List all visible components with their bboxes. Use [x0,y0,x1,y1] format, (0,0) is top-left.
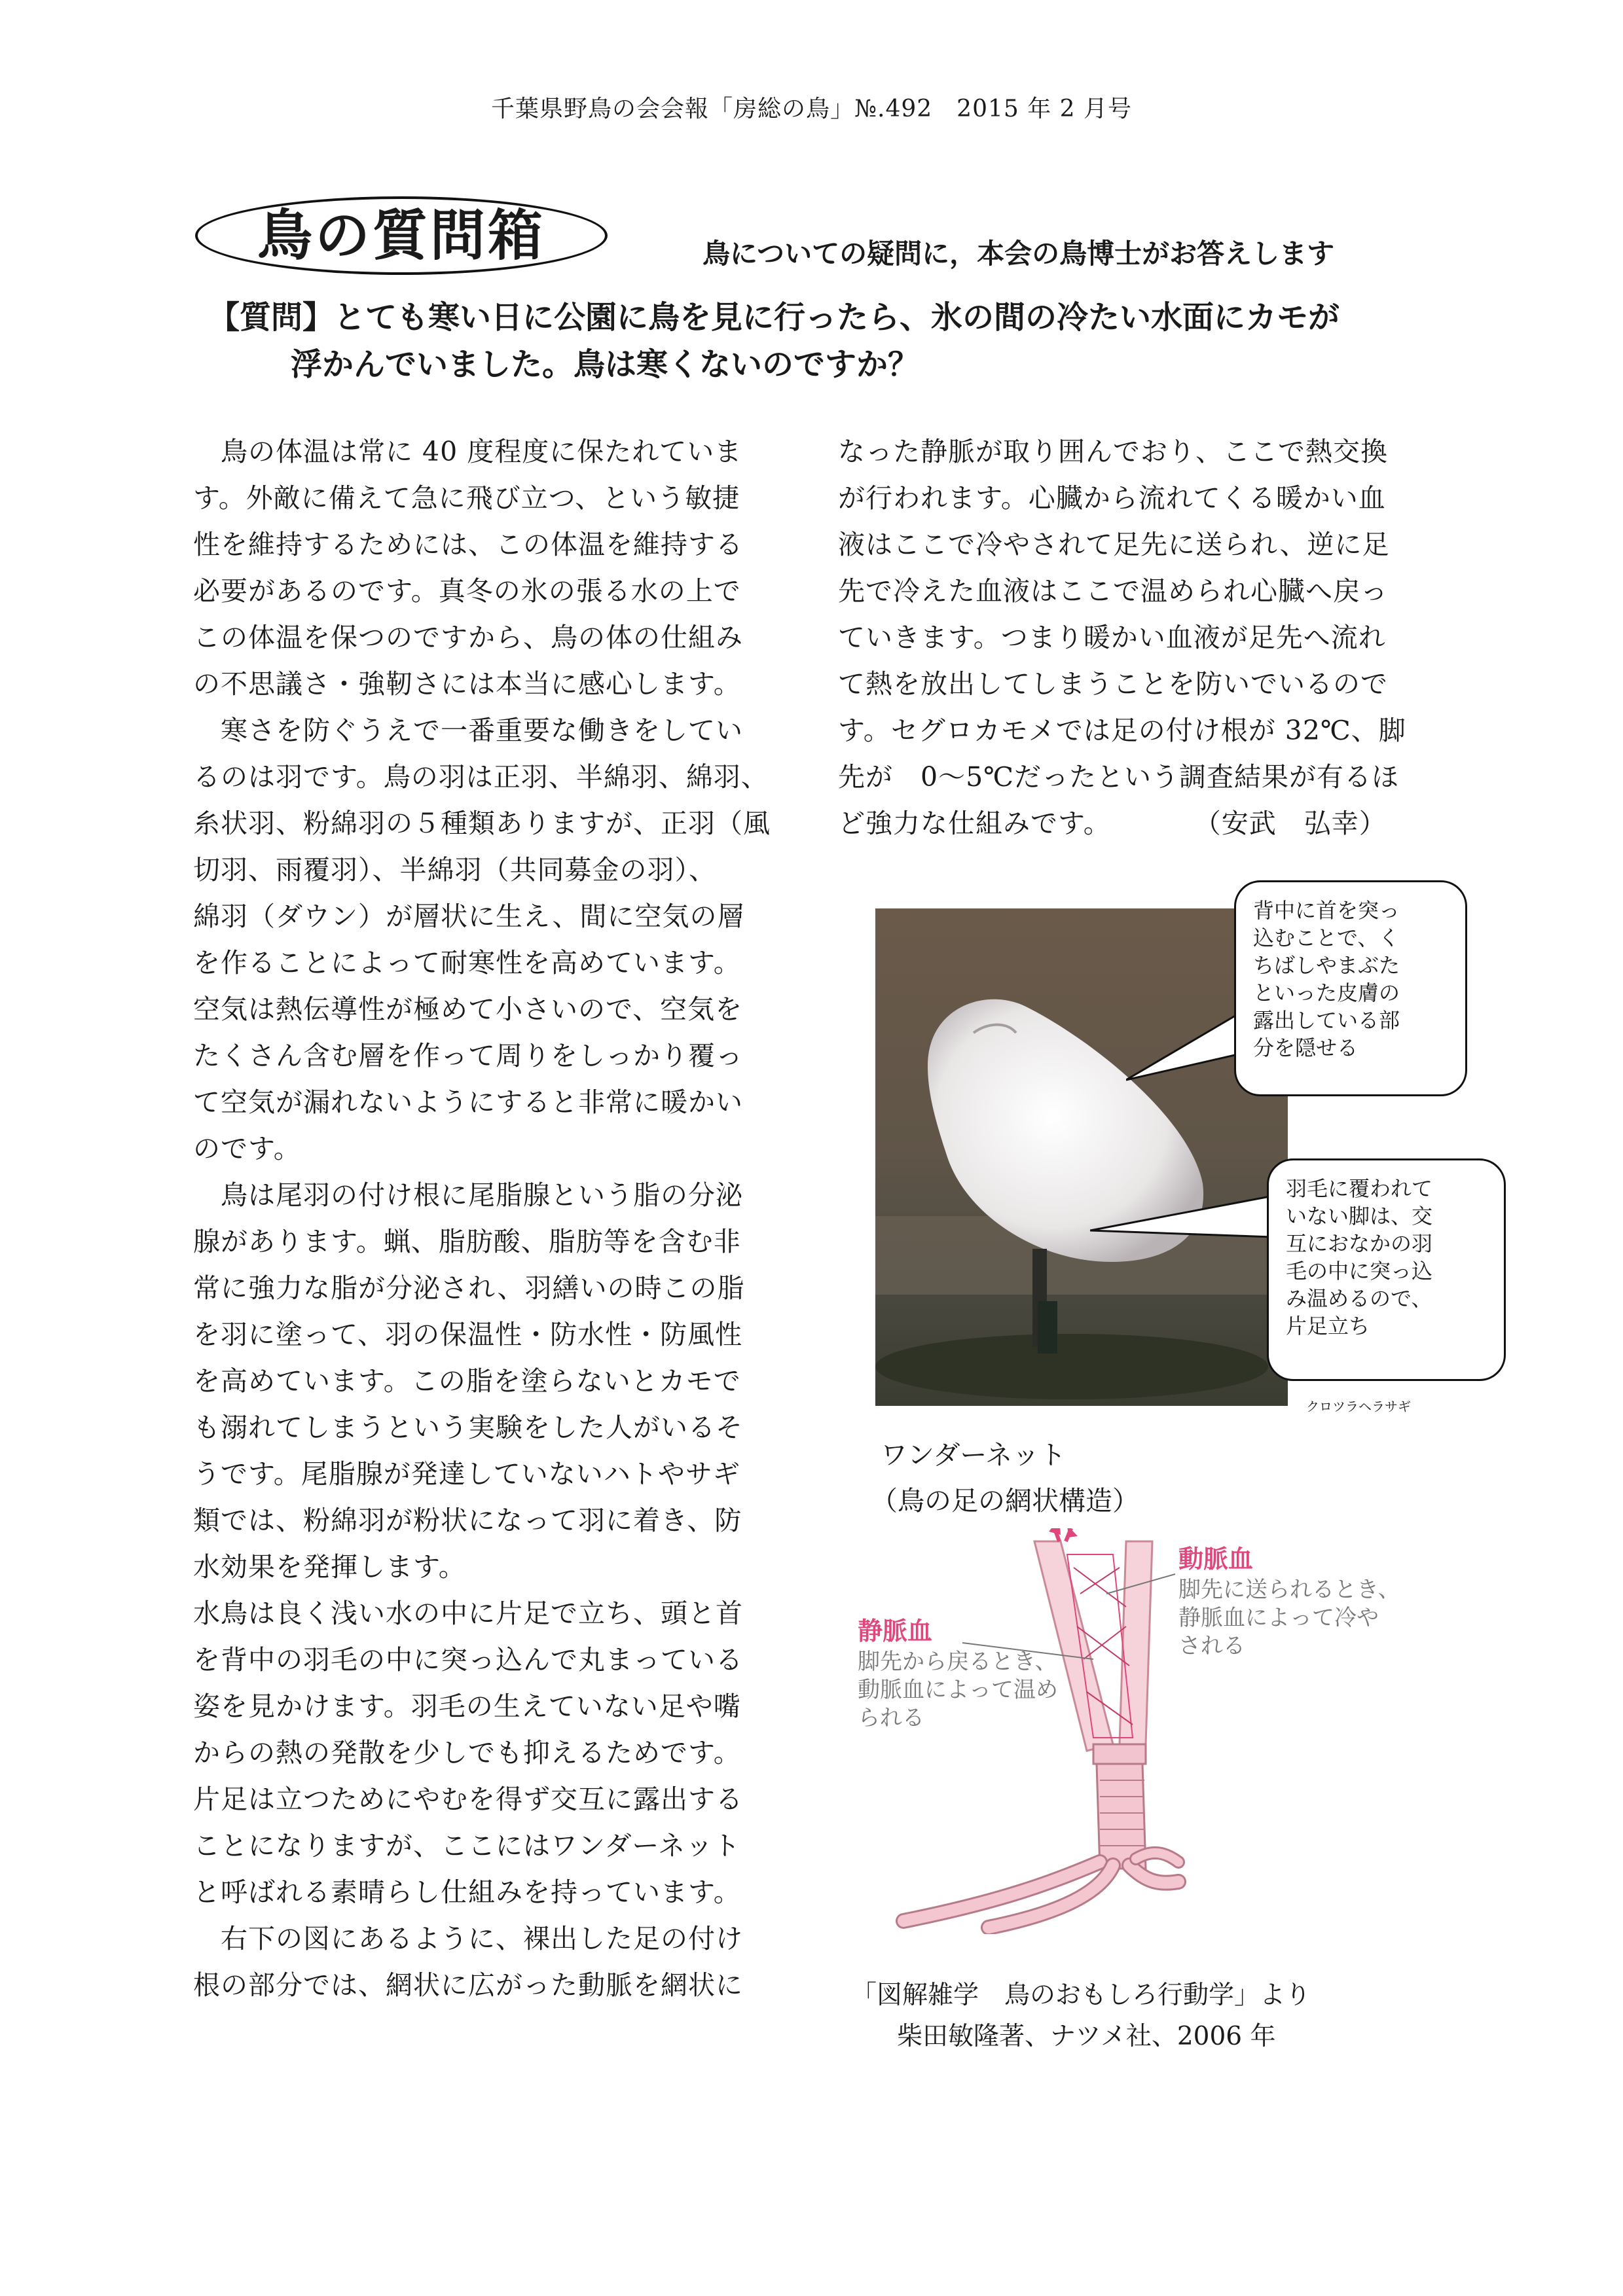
artery-desc-2: 静脈血によって冷や [1178,1605,1379,1631]
leg-illustration [903,1528,1178,1928]
bubble-line: 分を隠せる [1253,1035,1359,1060]
text-line: 必要があるのです。真冬の氷の張る水の上で [193,575,741,607]
text-line: を高めています。この脂を塗らないとカモで [193,1365,741,1397]
bubble-line: 互におなかの羽 [1286,1231,1433,1256]
wonder-net-label: ワンダーネット [881,1439,1067,1471]
bubble-line: み温めるので、 [1286,1286,1432,1311]
text-line: 液はここで冷やされて足先に送られ、逆に足 [838,529,1390,560]
bubble-line: 羽毛に覆われて [1286,1176,1433,1201]
bubble-line: いない脚は、交 [1286,1204,1433,1229]
text-line: ことになりますが、ここにはワンダーネット [193,1830,741,1861]
text-line: と呼ばれる素晴らし仕組みを持っています。 [193,1876,741,1908]
text-line: が行われます。心臓から流れてくる暖かい血 [838,482,1386,514]
text-line: 先が 0～5℃だったという調査結果が有るほ [838,761,1400,793]
speech-bubble-leg [1267,1158,1506,1381]
text-line: うです。尾脂腺が発達していないハトやサギ [193,1458,740,1490]
text-line: て空気が漏れないようにすると非常に暖かい [193,1086,743,1118]
text-line: 右下の図にあるように、裸出した足の付け [193,1923,743,1954]
text-line: るのは羽です。鳥の羽は正羽、半綿羽、綿羽、 [193,761,769,793]
text-line: 類では、粉綿羽が粉状になって羽に着き、防 [193,1505,742,1536]
wonder-net-diagram [838,1528,1440,1934]
text-line: 寒さを防ぐうえで一番重要な働きをしてい [193,715,743,746]
text-line: 鳥は尾羽の付け根に尾脂腺という脂の分泌 [193,1179,743,1211]
artery-desc-1: 脚先に送られるとき、 [1178,1577,1400,1603]
artery-desc-3: される [1178,1633,1245,1659]
bubble-tail [1126,1008,1250,1086]
text-line: この体温を保つのですから、鳥の体の仕組み [193,622,743,653]
text-line: 腺があります。蝋、脂肪酸、脂肪等を含む非 [193,1226,741,1257]
artery-label: 動脈血 [1178,1545,1254,1573]
question-line-2: 浮かんでいました。鳥は寒くないのですか？ [291,346,920,383]
newsletter-header: 千葉県野鳥の会会報「房総の鳥」№.492 2015 年 2 月号 [490,96,1133,122]
bird-photo [875,908,1288,1406]
vein-desc-3: られる [858,1705,924,1731]
text-line: 水鳥は良く浅い水の中に片足で立ち、頭と首 [193,1598,743,1629]
subtitle: 鳥についての疑問に，本会の鳥博士がお答えします [702,238,1335,270]
bubble-line: 込むことで、く [1253,925,1400,950]
text-line: す。セグロカモメでは足の付け根が 32℃、脚 [838,715,1406,746]
text-line: す。外敵に備えて急に飛び立つ、という敏捷 [193,482,740,514]
text-line: 根の部分では、網状に広がった動脈を網状に [193,1969,743,2001]
bubble-line: 背中に首を突っ [1253,898,1400,923]
source-line-1: 「図解雑学 鳥のおもしろ行動学」より [851,1981,1311,2010]
vein-desc-1: 脚先から戻るとき、 [858,1649,1057,1675]
text-line: の不思議さ・強靭さには本当に感心します。 [193,668,741,700]
text-line: て熱を放出してしまうことを防いでいるので [838,668,1388,700]
text-line: 先で冷えた血液はここで温められ心臓へ戻っ [838,575,1388,607]
text-line: 綿羽（ダウン）が層状に生え、間に空気の層 [193,901,745,932]
text-line: を羽に塗って、羽の保温性・防水性・防風性 [193,1319,743,1350]
bubble-line: といった皮膚の [1253,980,1400,1005]
source-line-2: 柴田敏隆著、ナツメ社、2006 年 [897,2022,1276,2051]
text-line: 切羽、雨覆羽）、半綿羽（共同募金の羽）、 [193,854,716,886]
text-line: 常に強力な脂が分泌され、羽繕いの時この脂 [193,1272,745,1304]
text-line: 性を維持するためには、この体温を維持する [193,529,743,560]
photo-caption: クロツラヘラサギ [1306,1399,1411,1414]
bubble-line: ちばしやまぶた [1253,953,1400,978]
text-line: 水効果を発揮します。 [193,1551,466,1583]
text-line: のです。 [193,1133,301,1164]
text-line: も溺れてしまうという実験をした人がいるそ [193,1412,743,1443]
text-line: 片足は立つためにやむを得ず交互に露出する [193,1784,743,1815]
text-line: たくさん含む層を作って周りをしっかり覆っ [193,1040,743,1071]
text-line: 糸状羽、粉綿羽の５種類ありますが、正羽（風 [193,808,771,839]
bubble-tail [1090,1191,1280,1250]
text-line: ど強力な仕組みです。 （安武 弘幸） [838,808,1387,839]
text-line: 鳥の体温は常に 40 度程度に保たれていま [193,436,742,467]
bubble-line: 毛の中に突っ込 [1286,1259,1433,1283]
text-line: を作ることによって耐寒性を高めています。 [193,947,741,978]
speech-bubble-neck [1234,880,1467,1096]
wonder-net-sublabel: （鳥の足の網状構造） [871,1485,1139,1516]
text-line: 空気は熱伝導性が極めて小さいので、空気を [193,994,743,1025]
bubble-line: 片足立ち [1286,1314,1370,1338]
bubble-line: 露出している部 [1253,1008,1400,1033]
text-line: なった静脈が取り囲んでおり、ここで熱交換 [838,436,1388,467]
question-line-1: 【質問】とても寒い日に公園に鳥を見に行ったら、氷の間の冷たい水面にカモが [208,299,1340,336]
text-line: からの熱の発散を少しでも抑えるためです。 [193,1737,741,1768]
vein-desc-2: 動脈血によって温め [858,1677,1058,1703]
text-line: 姿を見かけます。羽毛の生えていない足や嘴 [193,1691,741,1722]
page-title: 鳥の質問箱 [257,203,545,268]
text-line: ていきます。つまり暖かい血液が足先へ流れ [838,622,1386,653]
text-line: を背中の羽毛の中に突っ込んで丸まっている [193,1644,743,1676]
vein-label: 静脈血 [858,1617,933,1645]
